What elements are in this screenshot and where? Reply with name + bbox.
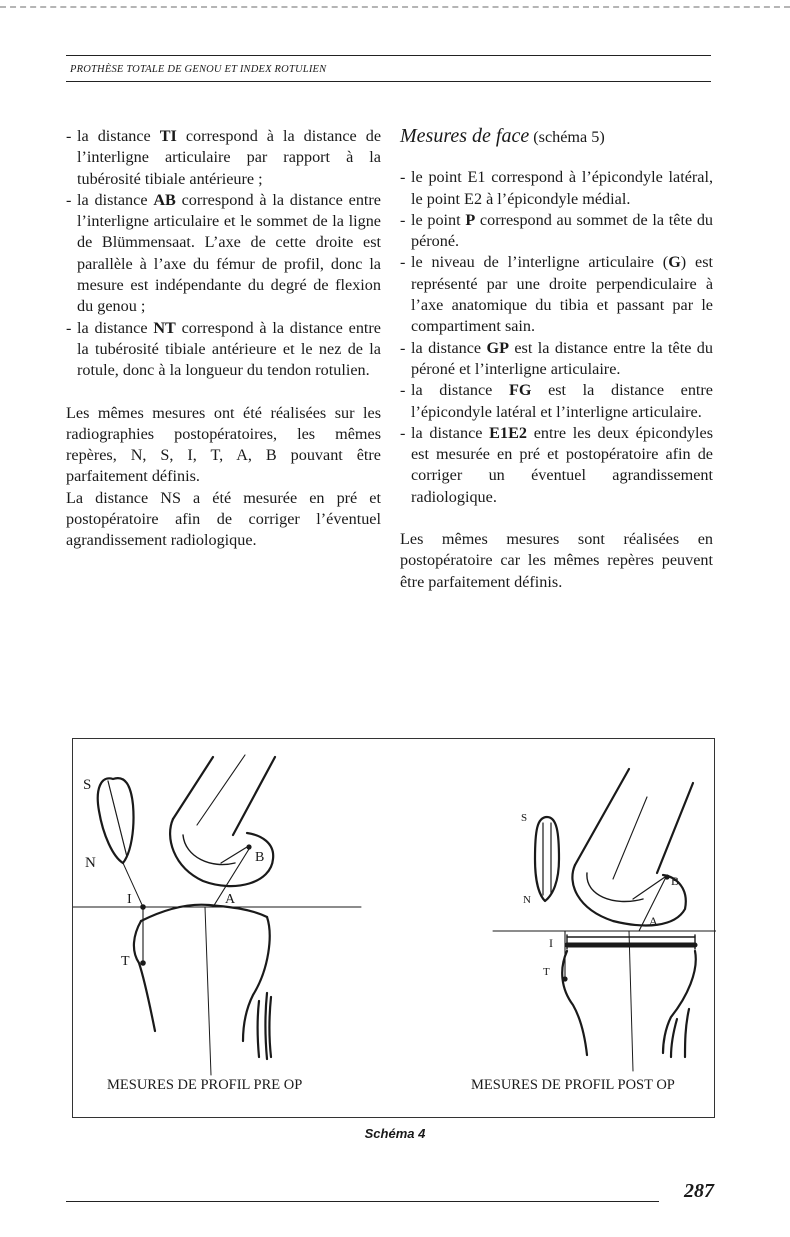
postop-label-i: I [549,936,553,950]
preop-condyle-inner [183,835,235,865]
postop-fibula-b [685,1009,689,1057]
figure-schema-4 [72,738,715,1118]
left-column [66,126,381,552]
header-rule-top [66,55,711,56]
preop-blumensaat-line [221,847,247,863]
postop-femur-axis [613,797,647,879]
caption-preop: MESURES DE PROFIL PRE OP [107,1077,303,1093]
preop-tibia-axis [205,907,211,1075]
preop-label-t: T [121,954,130,969]
postop-tibia-axis [629,931,633,1071]
postop-femoral-component [572,865,685,925]
postop-label-t: T [543,966,550,978]
left-definition-list [66,126,381,382]
postop-label-n: N [523,894,531,906]
preop-femur-axis [197,755,245,825]
postop-femur-front [575,769,629,865]
list-item-ab: - la distance AB correspond à la distance entre l’interligne articulaire et le sommet de la ligne de Blümmensaat. L’axe de cette droite est parallèle à l’axe du fémur de profil, donc la mesure est indépendante du degré de flexion du genou ; [66,190,381,318]
list-item-nt: - la distance NT correspond à la distance entre la tubérosité tibiale antérieure et le nez de la rotule, donc à la longueur du tendon rotulien. [66,318,381,382]
preop-patella [98,778,134,863]
preop-label-a: A [225,892,236,907]
preop-fibula-c [270,997,272,1057]
page-number: 287 [684,1180,714,1202]
list-item-ti: - la distance TI correspond à la distance de l’interligne articulaire par rapport à la tubérosité tibiale antérieure ; [66,126,381,190]
postop-label-a: A [649,914,658,928]
postop-label-s: S [521,812,528,824]
paragraph-ns-distance: La distance NS a été mesurée en pré et postopératoire afin de corriger l’éventuel agrandissement radiologique. [66,488,381,550]
preop-femur-shaft-back [233,757,275,835]
preop-label-b: B [255,850,265,865]
list-item-fg: - la distance FG est la distance entre l’épicondyle latéral et l’interligne articulaire. [400,380,713,423]
right-definition-list [400,167,713,508]
paragraph-postop-measures: Les mêmes mesures ont été réalisées sur les radiographies postopératoires, les mêmes repères, N, S, I, T, A, B pouvant être parfaitement définis. [66,403,381,486]
preop-fibula-b [266,993,268,1059]
paragraph-postop-markers: Les mêmes mesures sont réalisées en postopératoire car les mêmes repères peuvent être parfaitement définis. [400,530,713,591]
list-item-e1-e2: - le point E1 correspond à l’épicondyle latéral, le point E2 à l’épicondyle médial. [400,167,713,210]
list-item-gp: - la distance GP est la distance entre la tête du péroné et l’interligne articulaire. [400,338,713,381]
figure-title: Schéma 4 [364,1126,426,1141]
scan-top-edge [0,6,790,8]
preop-label-i: I [127,892,132,907]
postop-label-b: B [671,874,680,888]
postop-femur-back [657,783,693,873]
right-column [400,126,713,593]
postop-tibia-back [663,951,696,1053]
preop-label-n: N [85,855,96,871]
preop-knee-drawing [73,755,361,1075]
list-item-g: - le niveau de l’interligne articulaire (G) est représenté par une droite perpendiculaire à l’axe anatomique du tibia et passant par le compartiment sain. [400,252,713,337]
footer-rule [66,1201,659,1202]
preop-fibula-a [258,1001,260,1057]
running-head: PROTHÈSE TOTALE DE GENOU ET INDEX ROTULIEN [70,64,327,75]
postop-tibia-front [562,951,587,1055]
list-item-e1e2: - la distance E1E2 entre les deux épicondyles est mesurée en pré et postopératoire afin de corriger un éventuel agrandissement radiologique. [400,423,713,508]
postop-fibula-a [671,1019,677,1057]
knee-diagrams [73,739,716,1119]
preop-patella-axis [108,781,127,857]
preop-point-t [140,960,146,966]
caption-postop: MESURES DE PROFIL POST OP [471,1077,675,1093]
postop-patella [535,817,559,901]
section-title: Mesures de face (schéma 5) [400,125,605,147]
list-item-p: - le point P correspond au sommet de la tête du péroné. [400,210,713,253]
preop-label-s: S [83,777,92,793]
preop-nt-line [123,863,143,907]
header-rule-bottom [66,81,711,82]
preop-tibia-front [134,921,155,1031]
